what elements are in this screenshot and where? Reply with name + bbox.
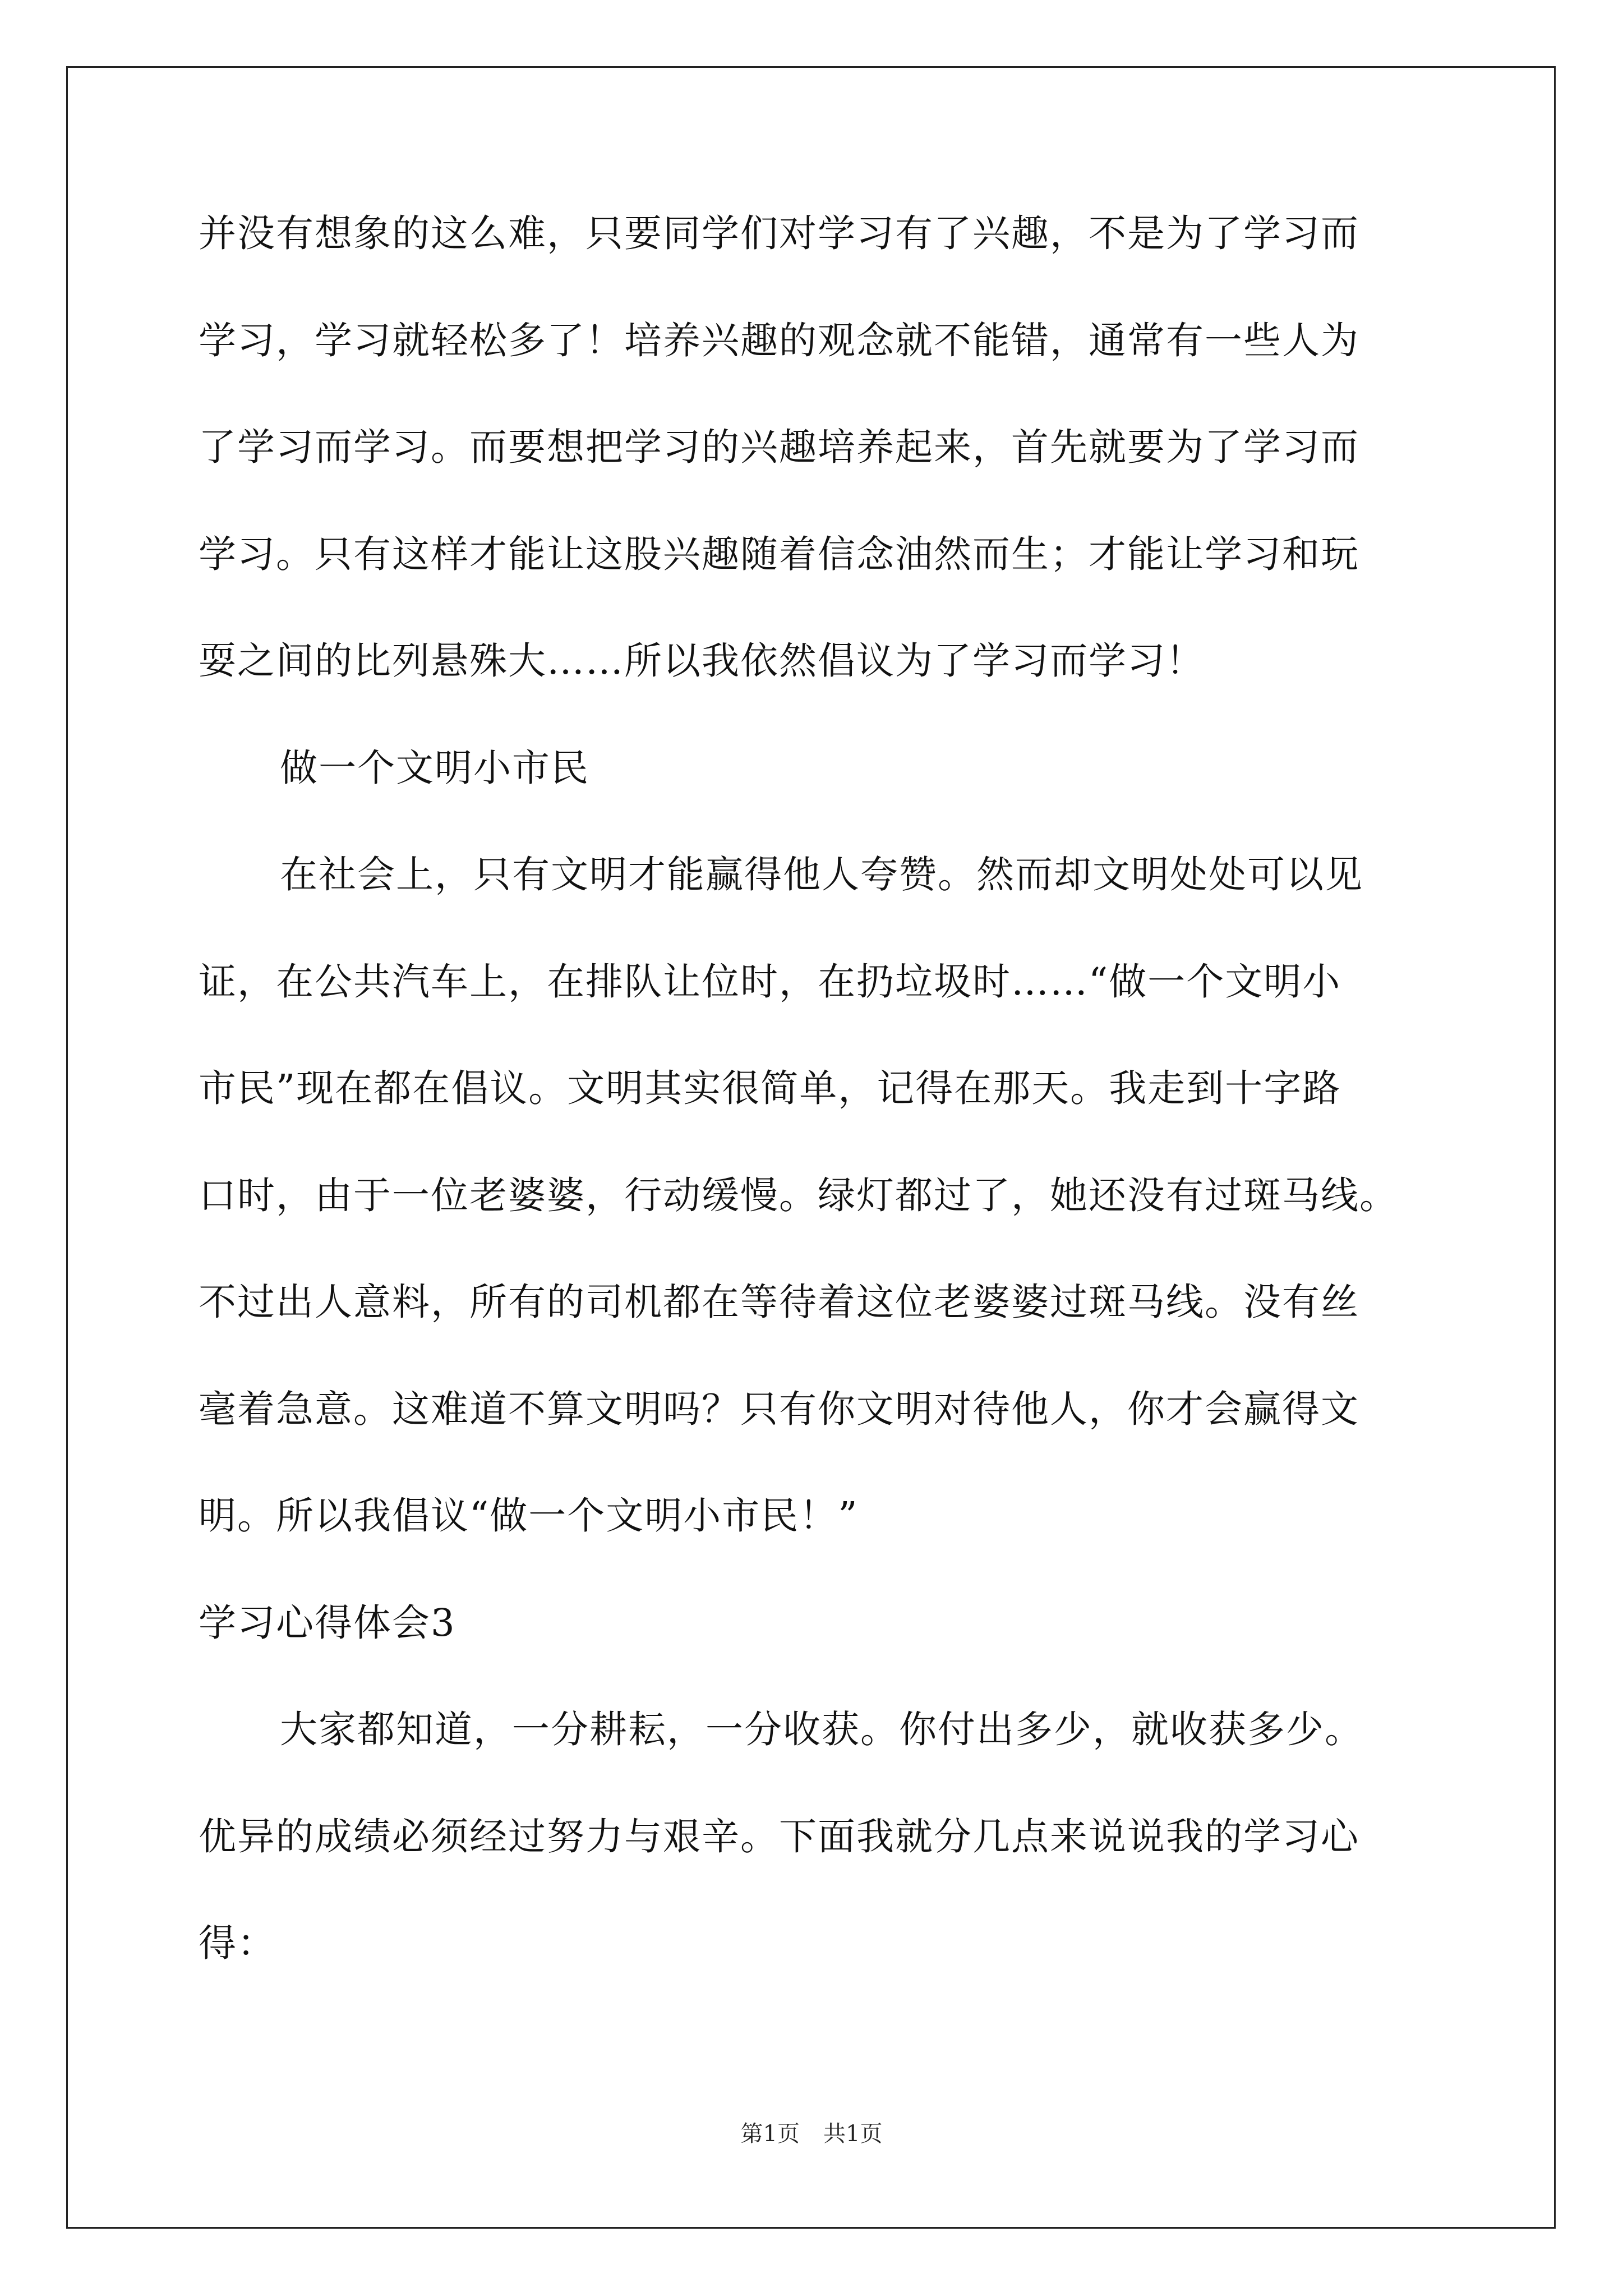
text-line: 学习。只有这样才能让这股兴趣随着信念油然而生；才能让学习和玩 [199, 532, 1359, 576]
text-line: 学习，学习就轻松多了！培养兴趣的观念就不能错，通常有一些人为 [199, 318, 1359, 362]
page-footer [0, 2120, 1623, 2147]
text-line: 得： [199, 1921, 276, 1965]
text-line: 不过出人意料，所有的司机都在等待着这位老婆婆过斑马线。没有丝 [199, 1280, 1359, 1324]
page-total: 共1页 [823, 2121, 883, 2147]
document-body [199, 213, 1488, 2030]
text-line: 优异的成绩必须经过努力与艰辛。下面我就分几点来说说我的学习心 [199, 1814, 1359, 1858]
text-line: 市民”现在都在倡议。文明其实很简单，记得在那天。我走到十字路 [199, 1066, 1341, 1110]
text-line: 在社会上，只有文明才能赢得他人夸赞。然而却文明处处可以见 [280, 853, 1363, 896]
text-line: 口时，由于一位老婆婆，行动缓慢。绿灯都过了，她还没有过斑马线。 [199, 1173, 1398, 1217]
text-line: 大家都知道，一分耕耘，一分收获。你付出多少，就收获多少。 [280, 1708, 1363, 1751]
text-line: 毫着急意。这难道不算文明吗？只有你文明对待他人，你才会赢得文 [199, 1387, 1359, 1431]
text-line: 明。所以我倡议“做一个文明小市民！” [199, 1494, 859, 1538]
text-line: 耍之间的比列悬殊大……所以我依然倡议为了学习而学习！ [199, 639, 1205, 683]
section-heading: 做一个文明小市民 [280, 746, 589, 790]
text-line: 了学习而学习。而要想把学习的兴趣培养起来，首先就要为了学习而 [199, 425, 1359, 469]
text-line: 并没有想象的这么难，只要同学们对学习有了兴趣，不是为了学习而 [199, 211, 1359, 255]
section-title: 学习心得体会3 [199, 1600, 456, 1645]
text-line: 证，在公共汽车上，在排队让位时，在扔垃圾时……“做一个文明小 [199, 959, 1341, 1004]
page-number: 第1页 [740, 2121, 800, 2147]
